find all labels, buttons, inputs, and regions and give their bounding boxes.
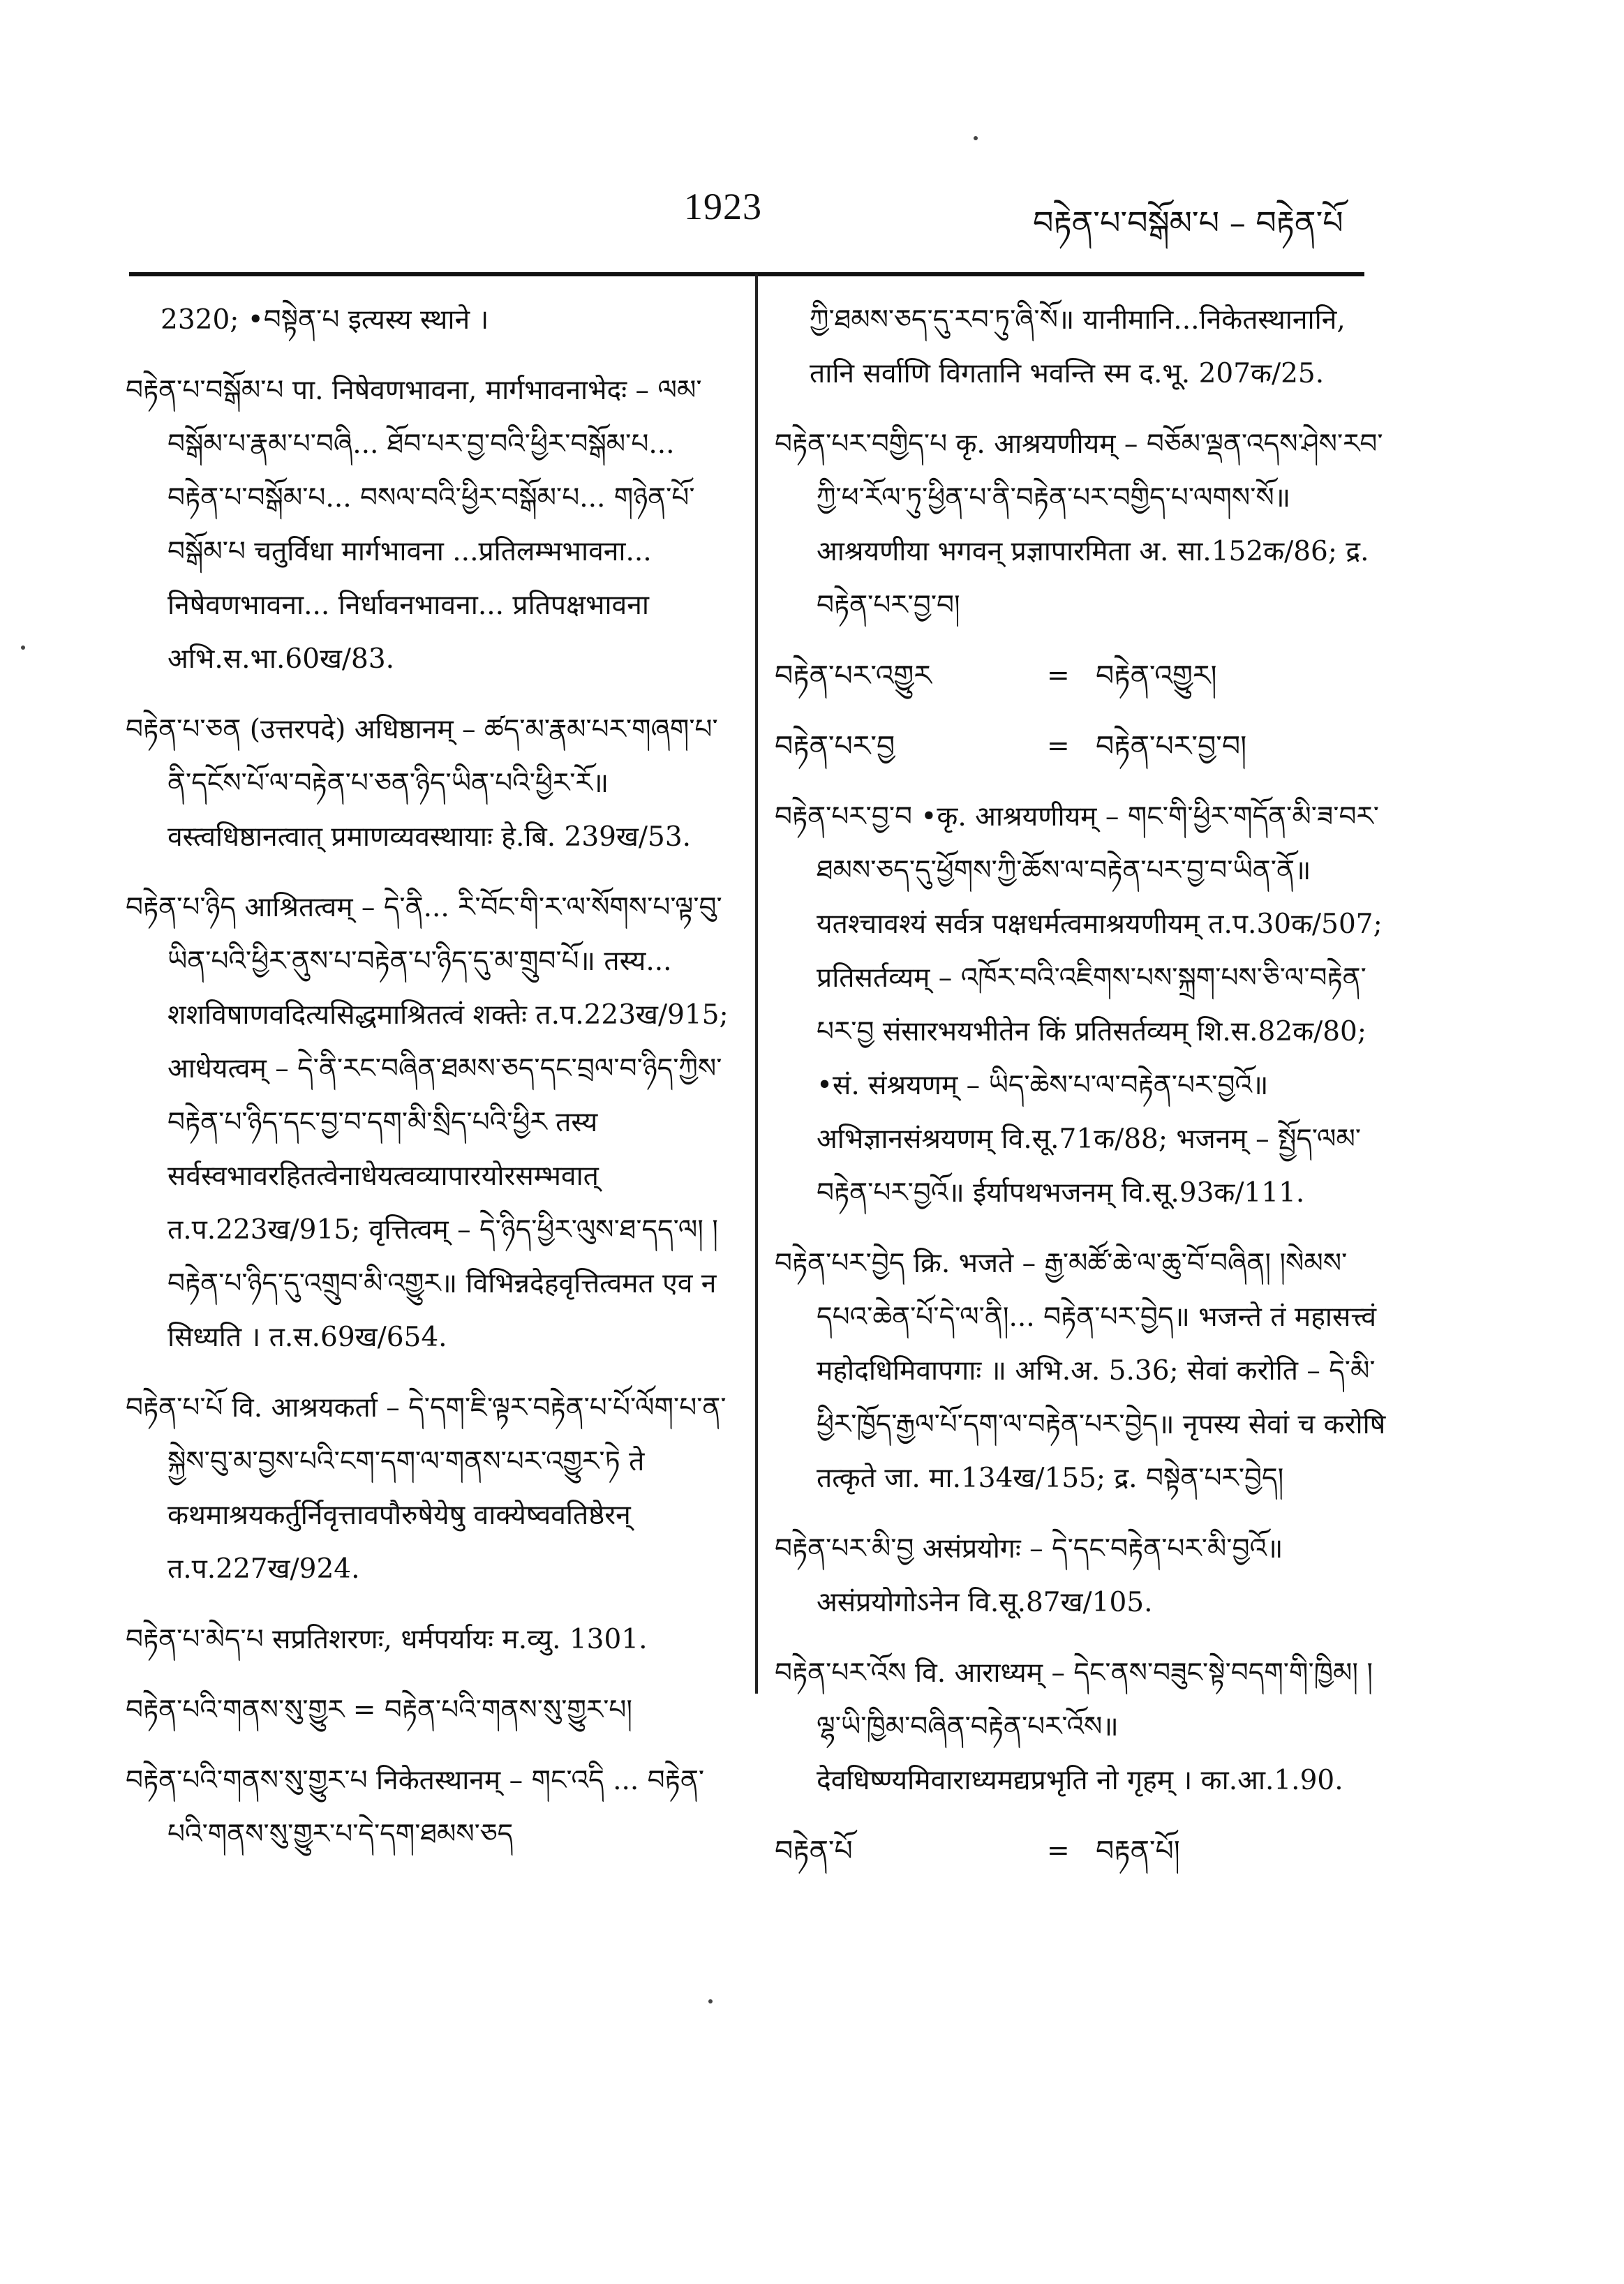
dictionary-entry: བརྟེན་པ་ཉིད आश्रितत्वम् – དེ་ནི... རི་བོང་གི་ར་ལ་སོགས་པ་ལྟ་བུ་ཡིན་པའི་ཕྱིར་ནུས་པ་བརྟེན་པ་ཉིད་དུ་མ་གྲུབ་པོ॥ तस्य... शशविषाणवदित्यसिद्धमाश्रितत्वं शक्तेः त.प.223ख/915; आधेयत्वम् – དེ་ནི་རང་བཞིན་ཐམས་ཅད་དང་བྲལ་བ་ཉིད་ཀྱིས་བརྟེན་པ་ཉིད་དང་བྱ་བ་དག་མི་སྲིད་པའི་ཕྱིར तस्य सर्वस्वभावरहितत्वेनाधेयत्वव्यापारयोरसम्भवात् त.प.223ख/915; वृत्तित्वम् – དེ་ཉིད་ཕྱིར་ལུས་ཐ་དད་ལ། །བརྟེན་པ་ཉིད་དུ་འགྲུབ་མི་འགྱུར॥ विभिन्नदेहवृत्तित्वमत एव न सिध्यति । त.स.69ख/654.: [126, 892, 729, 1353]
scan-speck: [708, 1999, 713, 2003]
dictionary-entry: བརྟེན་པའི་གནས་སུ་གྱུར་པ निकेतस्थानम् – གང་འདི ... བརྟེན་པའི་གནས་སུ་གྱུར་པ་དེ་དག་ཐམས་ཅད: [126, 1765, 705, 1850]
dictionary-entry: བརྟེན་པར་བྱ་བ •कृ. आश्रयणीयम् – གང་གི་ཕྱིར་གདོན་མི་ཟ་བར་ཐམས་ཅད་དུ་ཕྱོགས་ཀྱི་ཆོས་ལ་བརྟེན་པར་བྱ་བ་ཡིན་ནོ॥ यतश्चावश्यं सर्वत्र पक्षधर्मत्वमाश्रयणीयम् त.प.30क/507; प्रतिसर्तव्यम् – འཁོར་བའི་འཇིགས་པས་སྐྲག་པས་ཅི་ལ་བརྟེན་པར་བྱ संसारभयभीतेन किं प्रतिसर्तव्यम् शि.स.82क/80; •सं. संश्रयणम् – ཡིད་ཆེས་པ་ལ་བརྟེན་པར་བྱའོ॥ अभिज्ञानसंश्रयणम् वि.सू.71क/88; भजनम् – སྤྱོད་ལམ་བརྟེན་པར་བྱའོ॥ ईर्यापथभजनम् वि.सू.93क/111.: [775, 801, 1383, 1209]
headword: བརྟེན་པར་འགྱུར: [775, 659, 932, 692]
dictionary-entry: བརྟེན་པར་བྱེད क्रि. भजते – རྒྱ་མཚོ་ཆེ་ལ་ཆུ་བོ་བཞིན། །སེམས་དཔའ་ཆེན་པོ་དེ་ལ་ནི།... བརྟེན་པར་བྱེད॥ भजन्ते तं महासत्त्वं महोदधिमिवापगाः ॥ अभि.अ. 5.36; सेवां करोति – དེ་མི་ཕྱིར་ཁྱོད་རྒྱལ་པོ་དག་ལ་བརྟེན་པར་བྱེད॥ नृपस्य सेवां च करोषि तत्कृते जा. मा.134ख/155; द्र. བསྟེན་པར་བྱེད།: [775, 1248, 1386, 1494]
continued-entry: 2320; •བསྟེན་པ इत्यस्य स्थाने ।: [161, 304, 489, 336]
cross-reference-entry: [775, 649, 1392, 703]
dictionary-entry: བརྟེན་པར་བགྱིད་པ कृ. आश्रयणीयम् – བཅོམ་ལྡན་འདས་ཤེས་རབ་ཀྱི་ཕ་རོལ་ཏུ་ཕྱིན་པ་ནི་བརྟེན་པར་བགྱིད་པ་ལགས་སོ॥ आश्रयणीया भगवन् प्रज्ञापारमिता अ. सा.152क/86; द्र. བརྟེན་པར་བྱ་བ།: [775, 428, 1383, 621]
cross-reference-entry: [775, 719, 1392, 773]
cross-reference-entry: [775, 1824, 1392, 1878]
dictionary-entry: བརྟེན་པ་པོ वि. आश्रयकर्ता – དེ་དག་ཇི་ལྟར་བརྟེན་པ་པོ་ལོག་པ་ན་སྐྱེས་བུ་མ་བྱས་པའི་ངག་དག་ལ་གནས་པར་འགྱུར་ཏེ ते कथमाश्रयकर्तुर्निवृत्तावपौरुषेयेषु वाक्येष्ववतिष्ठेरन् त.प.227ख/924.: [126, 1392, 727, 1585]
page-header: [0, 185, 1624, 241]
headword: བརྟེན་པར་བྱ: [775, 729, 895, 763]
dictionary-entry: བརྟེན་པ་ཅན (उत्तरपदे) अधिष्ठानम् – ཚད་མ་རྣམ་པར་གཞག་པ་ནི་དངོས་པོ་ལ་བརྟེན་པ་ཅན་ཉིད་ཡིན་པའི་ཕྱིར་རོ॥ वस्त्वधिष्ठानत्वात् प्रमाणव्यवस्थायाः हे.बि. 239ख/53.: [126, 714, 718, 853]
equals-sign: =: [1047, 660, 1070, 692]
left-column: [126, 293, 740, 1878]
running-head: བརྟེན་པ་བསྒོམ་པ – བརྟེན་པོ: [1033, 204, 1343, 241]
dictionary-entry: བརྟེན་པར་མི་བྱ असंप्रयोगः – དེ་དང་བརྟེན་པར་མི་བྱའོ॥ असंप्रयोगोऽनेन वि.सू.87ख/105.: [775, 1533, 1283, 1618]
dictionary-entry: བརྟེན་པ་མེད་པ सप्रतिशरणः, धर्मपर्यायः म.व्यु. 1301.: [126, 1624, 648, 1655]
reference-target: བརྟེན་འགྱུར།: [1096, 659, 1217, 692]
page-number: 1923: [684, 186, 762, 227]
equals-sign: =: [1047, 731, 1070, 762]
headword: བརྟེན་པོ: [775, 1834, 853, 1867]
scan-speck: [21, 645, 25, 650]
continued-entry: ཀྱི་ཐམས་ཅད་དུ་རབ་ཏུ་ཞི་སོ॥ यानीमानि...निकेतस्थानानि, तानि सर्वाणि विगतानि भवन्ति स्म द.भू. 207क/25.: [810, 304, 1346, 389]
reference-target: བརྟན་པོ།: [1096, 1834, 1180, 1867]
cross-reference-entry: བརྟེན་པའི་གནས་སུ་གྱུར = བརྟེན་པའི་གནས་སུ་གྱུར་པ།: [126, 1694, 633, 1726]
column-divider: [755, 274, 758, 1694]
equals-sign: =: [1047, 1835, 1070, 1867]
right-column: [775, 293, 1392, 1895]
header-rule: [129, 272, 1364, 276]
dictionary-entry: བརྟེན་པར་འོས वि. आराध्यम् – དེང་ནས་བཟུང་སྟེ་བདག་གི་ཁྱིམ། །ལྷ་ཡི་ཁྱིམ་བཞིན་བརྟེན་པར་འོས॥ देवधिष्ण्यमिवाराध्यमद्यप्रभृति नो गृहम् । का.आ.1.90.: [775, 1657, 1373, 1796]
scan-speck: [974, 136, 978, 140]
dictionary-entry: བརྟེན་པ་བསྒོམ་པ पा. निषेवणभावना, मार्गभावनाभेदः – ལམ་བསྒོམ་པ་རྣམ་པ་བཞི... ཐོབ་པར་བྱ་བའི་ཕྱིར་བསྒོམ་པ... བརྟེན་པ་བསྒོམ་པ... བསལ་བའི་ཕྱིར་བསྒོམ་པ... གཉེན་པོ་བསྒོམ་པ चतुर्विधा मार्गभावना ...प्रतिलम्भभावना... निषेवणभावना... निर्धावनभावना... प्रतिपक्षभावना अभि.स.भा.60ख/83.: [126, 375, 702, 675]
reference-target: བརྟེན་པར་བྱ་བ།: [1096, 729, 1247, 763]
